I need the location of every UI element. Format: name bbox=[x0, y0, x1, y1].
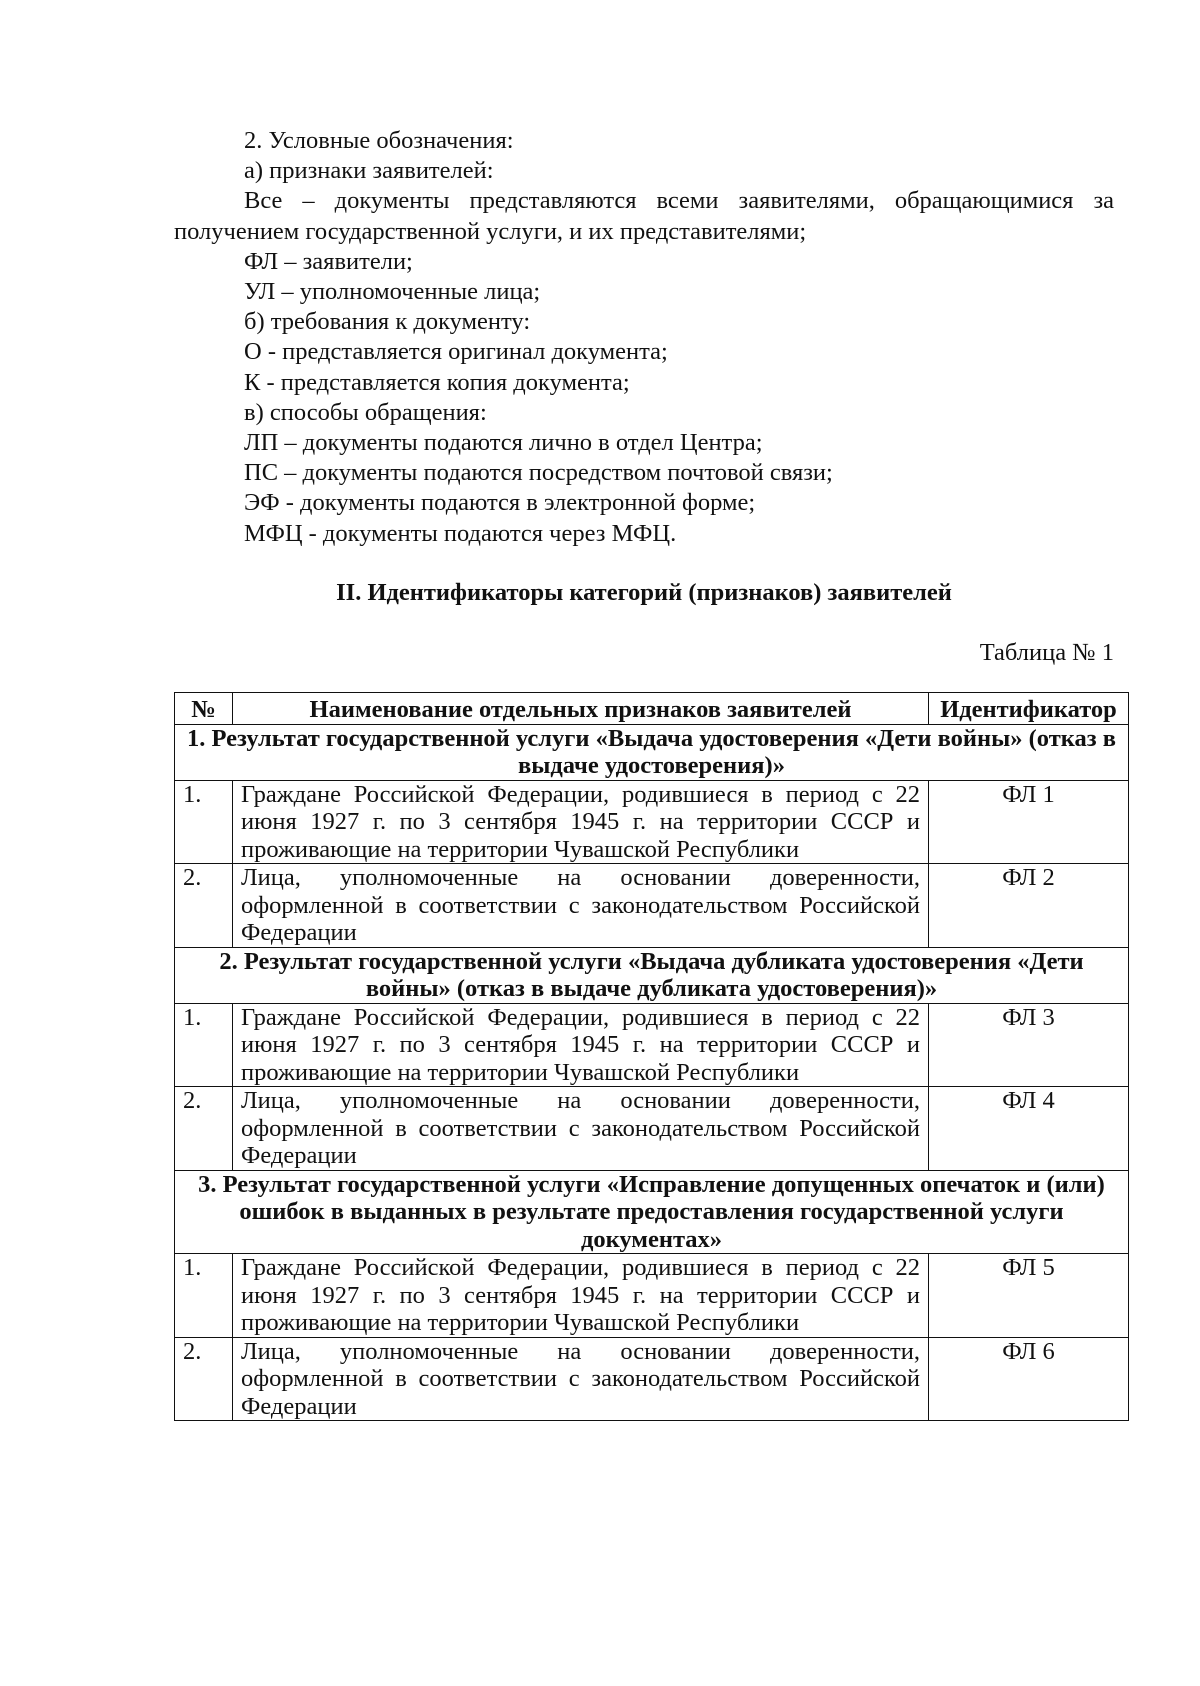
row-num: 1. bbox=[175, 1254, 233, 1338]
legend-line: К - представляется копия документа; bbox=[244, 368, 630, 396]
legend-heading: 2. Условные обозначения: bbox=[244, 127, 514, 154]
row-id: ФЛ 1 bbox=[929, 780, 1129, 864]
section-title: II. Идентификаторы категорий (признаков) заявителей bbox=[336, 579, 952, 606]
table-row bbox=[175, 864, 1129, 948]
row-num: 1. bbox=[175, 780, 233, 864]
row-name: Лица, уполномоченные на основании доверенности, оформленной в соответствии с законодательством Российской Федерации bbox=[233, 1087, 929, 1171]
legend-line: в) способы обращения: bbox=[244, 398, 487, 426]
table-row bbox=[175, 1337, 1129, 1421]
table-row bbox=[175, 1254, 1129, 1338]
group-row bbox=[175, 947, 1129, 1003]
row-id: ФЛ 6 bbox=[929, 1337, 1129, 1421]
legend-line: ФЛ – заявители; bbox=[244, 247, 413, 275]
table-header-row bbox=[175, 693, 1129, 725]
legend-line: б) требования к документу: bbox=[244, 308, 531, 336]
row-num: 2. bbox=[175, 864, 233, 948]
legend-line: а) признаки заявителей: bbox=[244, 157, 494, 185]
legend-line: УЛ – уполномоченные лица; bbox=[244, 278, 541, 306]
table-row bbox=[175, 1087, 1129, 1171]
row-name: Граждане Российской Федерации, родившиеся в период с 22 июня 1927 г. по 3 сентября 1945 г. на территории СССР и проживающие на территории Чувашской Республики bbox=[233, 780, 929, 864]
row-num: 1. bbox=[175, 1003, 233, 1087]
row-num: 2. bbox=[175, 1337, 233, 1421]
header-id: Идентификатор bbox=[929, 693, 1129, 725]
group-title: 3. Результат государственной услуги «Исправление допущенных опечаток и (или) ошибок в выданных в результате предоставления государственной услуги документах» bbox=[175, 1170, 1129, 1254]
legend-line: Все – документы представляются всеми заявителями, обращающимися за получением государственной услуги, и их представителями; bbox=[174, 187, 1114, 245]
legend-line: ПС – документы подаются посредством почтовой связи; bbox=[244, 459, 833, 487]
row-num: 2. bbox=[175, 1087, 233, 1171]
table-row bbox=[175, 780, 1129, 864]
row-name: Граждане Российской Федерации, родившиеся в период с 22 июня 1927 г. по 3 сентября 1945 г. на территории СССР и проживающие на территории Чувашской Республики bbox=[233, 1254, 929, 1338]
group-title: 2. Результат государственной услуги «Выдача дубликата удостоверения «Дети войны» (отказ в выдаче дубликата удостоверения)» bbox=[175, 947, 1129, 1003]
group-row bbox=[175, 1170, 1129, 1254]
applicant-identifiers-table bbox=[174, 692, 1129, 1421]
legend-block bbox=[174, 126, 1114, 549]
table-row bbox=[175, 1003, 1129, 1087]
legend-line: ЛП – документы подаются лично в отдел Центра; bbox=[244, 429, 763, 457]
row-id: ФЛ 5 bbox=[929, 1254, 1129, 1338]
header-name: Наименование отдельных признаков заявителей bbox=[233, 693, 929, 725]
row-id: ФЛ 4 bbox=[929, 1087, 1129, 1171]
group-row bbox=[175, 724, 1129, 780]
row-name: Лица, уполномоченные на основании доверенности, оформленной в соответствии с законодательством Российской Федерации bbox=[233, 864, 929, 948]
legend-line: О - представляется оригинал документа; bbox=[244, 338, 668, 366]
row-id: ФЛ 2 bbox=[929, 864, 1129, 948]
header-num: № bbox=[175, 693, 233, 725]
legend-line: ЭФ - документы подаются в электронной форме; bbox=[244, 489, 756, 517]
row-id: ФЛ 3 bbox=[929, 1003, 1129, 1087]
table-caption: Таблица № 1 bbox=[979, 639, 1114, 666]
row-name: Граждане Российской Федерации, родившиеся в период с 22 июня 1927 г. по 3 сентября 1945 г. на территории СССР и проживающие на территории Чувашской Республики bbox=[233, 1003, 929, 1087]
legend-line: МФЦ - документы подаются через МФЦ. bbox=[244, 519, 677, 547]
row-name: Лица, уполномоченные на основании доверенности, оформленной в соответствии с законодательством Российской Федерации bbox=[233, 1337, 929, 1421]
group-title: 1. Результат государственной услуги «Выдача удостоверения «Дети войны» (отказ в выдаче удостоверения)» bbox=[175, 724, 1129, 780]
